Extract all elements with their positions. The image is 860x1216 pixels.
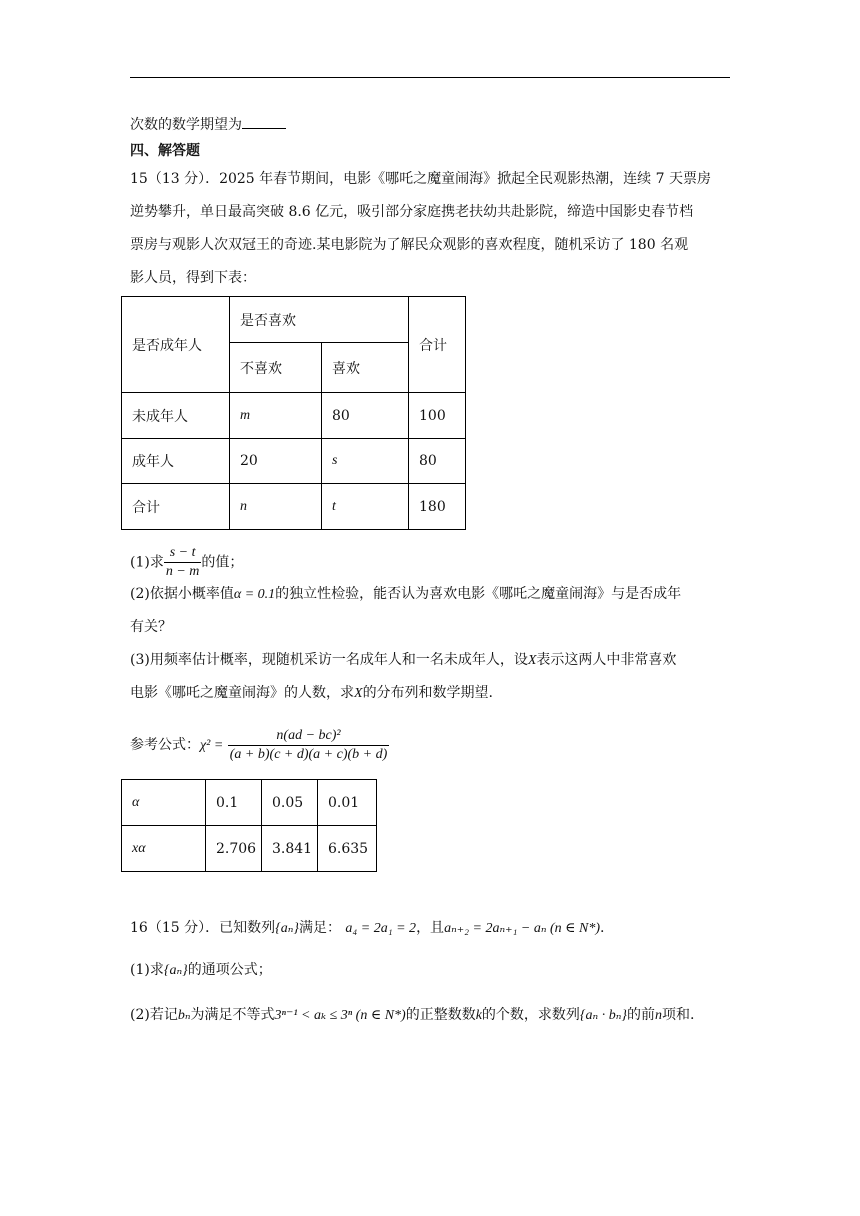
table-cell: n xyxy=(230,484,322,530)
var-n: n xyxy=(654,1008,662,1023)
table-cell: xα xyxy=(122,826,206,872)
table-cell: 0.1 xyxy=(206,780,262,826)
condition-2: aₙ₊₂ = 2aₙ₊₁ − aₙ (n ∈ N*) xyxy=(444,921,601,936)
fill-in-line xyxy=(130,114,286,135)
table-cell: 180 xyxy=(409,484,466,530)
sequence-ab: {aₙ · bₙ} xyxy=(579,1008,627,1023)
survey-table xyxy=(121,296,466,530)
q15-part1 xyxy=(130,544,243,581)
q15-part2-line2: 有关？ xyxy=(130,619,172,635)
table-cell: m xyxy=(230,393,322,439)
header-rule xyxy=(130,77,730,78)
table-cell: 80 xyxy=(409,439,466,484)
sequence-a: {aₙ} xyxy=(163,963,188,978)
table-cell: 3.841 xyxy=(262,826,318,872)
q16-stem xyxy=(130,918,604,939)
table-row xyxy=(122,393,466,439)
part3-text-c: 电影《哪吒之魔童闹海》的人数，求 xyxy=(130,685,354,701)
table-row xyxy=(122,780,377,826)
q15-intro-line-1: 15（13 分）．2025 年春节期间，电影《哪吒之魔童闹海》掀起全民观影热潮，连续 7 天票房 xyxy=(130,171,711,187)
dislike-header-cell: 不喜欢 xyxy=(230,343,322,393)
table-cell: 0.05 xyxy=(262,780,318,826)
critical-value-table xyxy=(121,779,377,872)
q16-p2-text-b: 为满足不等式 xyxy=(190,1007,275,1023)
part1-prefix: (1)求 xyxy=(130,554,164,571)
table-row xyxy=(122,826,377,872)
q16-text-b: 满足： xyxy=(298,920,341,936)
table-cell: α xyxy=(122,780,206,826)
q16-part2 xyxy=(130,1005,694,1026)
table-cell: 100 xyxy=(409,393,466,439)
q16-p2-text-c: 的正整数数 xyxy=(405,1007,476,1023)
part2-text-a: (2)依据小概率值 xyxy=(130,586,234,602)
table-cell: s xyxy=(322,439,409,484)
inequality: 3ⁿ⁻¹ < aₖ ≤ 3ⁿ (n ∈ N*) xyxy=(274,1008,406,1023)
var-bn: bₙ xyxy=(177,1008,191,1023)
q15-part2-line1 xyxy=(130,584,681,605)
formula-denominator: (a + b)(c + d)(a + c)(b + d) xyxy=(229,746,388,762)
q16-text-d: . xyxy=(600,920,605,936)
group-header-cell: 是否喜欢 xyxy=(230,297,409,343)
fraction-s-t-over-n-m xyxy=(164,544,202,581)
var-k: k xyxy=(475,1008,482,1023)
q16-p1-text-a: (1)求 xyxy=(130,962,164,978)
q16-p2-text-f: 项和. xyxy=(661,1007,695,1023)
fill-in-text: 次数的数学期望为 xyxy=(130,117,242,133)
table-cell: 未成年人 xyxy=(122,393,230,439)
chi-square-fraction xyxy=(228,727,390,764)
q16-part1 xyxy=(130,960,272,981)
q16-text-a: 16（15 分）．已知数列 xyxy=(130,920,276,936)
table-cell: 6.635 xyxy=(318,826,377,872)
part3-text-a: (3)用频率估计概率，现随机采访一名成年人和一名未成年人，设 xyxy=(130,652,528,668)
part1-suffix: 的值； xyxy=(201,554,244,571)
like-header-cell: 喜欢 xyxy=(322,343,409,393)
table-row xyxy=(122,439,466,484)
formula-lhs: χ² = xyxy=(200,738,224,753)
alpha-value: α = 0.1 xyxy=(233,587,276,602)
reference-formula xyxy=(130,726,389,765)
q15-intro-line-2: 逆势攀升，单日最高突破 8.6 亿元，吸引部分家庭携老扶幼共赴影院，缔造中国影史春节档 xyxy=(130,204,694,220)
q16-p2-text-d: 的个数，求数列 xyxy=(481,1007,580,1023)
q15-part3-line1 xyxy=(130,650,676,671)
section-heading: 四、解答题 xyxy=(130,143,200,159)
q15-intro-line-4: 影人员，得到下表： xyxy=(130,270,256,286)
q16-p1-text-b: 的通项公式； xyxy=(187,962,272,978)
table-cell: 2.706 xyxy=(206,826,262,872)
fraction-denominator: n − m xyxy=(165,564,200,579)
sequence-a: {aₙ} xyxy=(275,921,299,936)
row-header-cell: 是否成年人 xyxy=(122,297,230,393)
q16-text-c: ，且 xyxy=(416,920,445,936)
var-x: X xyxy=(354,686,363,701)
q15-part3-line2 xyxy=(130,683,493,704)
table-cell: 0.01 xyxy=(318,780,377,826)
table-cell: 80 xyxy=(322,393,409,439)
q15-intro-line-3: 票房与观影人次双冠王的奇迹.某电影院为了解民众观影的喜欢程度，随机采访了 180 名观 xyxy=(130,237,689,253)
formula-numerator: n(ad − bc)² xyxy=(276,727,341,743)
q16-p2-text-a: (2)若记 xyxy=(130,1007,178,1023)
table-cell: t xyxy=(322,484,409,530)
total-header-cell: 合计 xyxy=(409,297,466,393)
table-cell: 成年人 xyxy=(122,439,230,484)
table-row xyxy=(122,484,466,530)
condition-1: a₄ = 2a₁ = 2 xyxy=(345,921,417,936)
part3-text-d: 的分布列和数学期望. xyxy=(362,685,494,701)
fraction-numerator: s − t xyxy=(169,545,196,560)
table-cell: 20 xyxy=(230,439,322,484)
var-x: X xyxy=(527,653,537,668)
part3-text-b: 表示这两人中非常喜欢 xyxy=(536,652,677,668)
q16-p2-text-e: 的前 xyxy=(626,1007,655,1023)
table-cell: 合计 xyxy=(122,484,230,530)
answer-blank[interactable] xyxy=(242,114,286,129)
part2-text-b: 的独立性检验，能否认为喜欢电影《哪吒之魔童闹海》与是否成年 xyxy=(275,586,682,602)
formula-label: 参考公式： xyxy=(130,737,200,753)
